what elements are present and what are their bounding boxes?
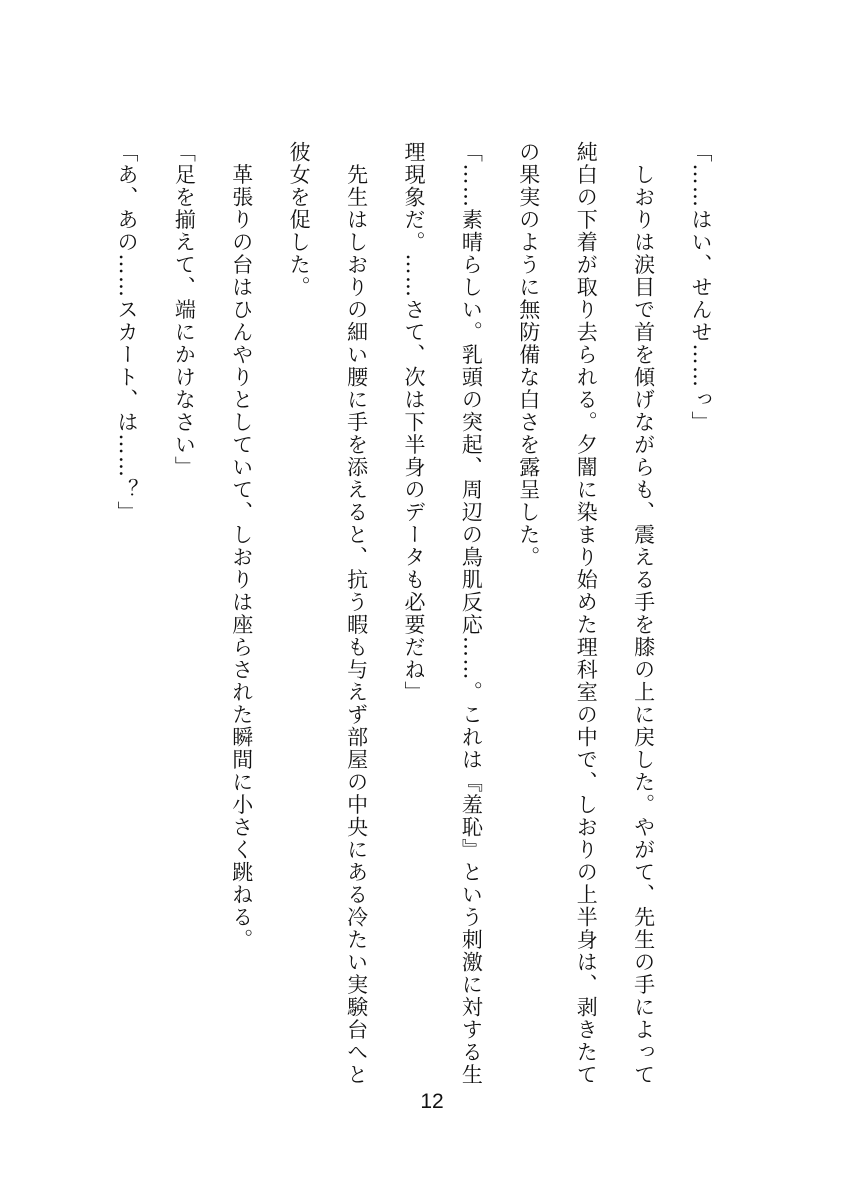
text-line: 「……はい、せんせ……っ」 <box>689 141 713 434</box>
page-number: 12 <box>420 1090 444 1113</box>
text-line: 純白の下着が取り去られる。夕闇に染まり始めた理科室の中で、しおりの上半身は、剥きたて <box>574 141 599 1086</box>
text-line: の果実のように無防備な白さを露呈した。 <box>516 141 541 569</box>
text-line: 革張りの台はひんやりとしていて、しおりは座らされた瞬間に小さく跳ねる。 <box>229 141 254 951</box>
text-line: 「あ、あの……スカート、は……？」 <box>114 141 139 524</box>
text-line: 彼女を促した。 <box>287 141 312 299</box>
vertical-text-body <box>98 141 729 1086</box>
text-line: 「……素晴らしい。乳頭の突起、周辺の鳥肌反応……。これは『羞恥』という刺激に対する生 <box>459 141 484 1086</box>
text-line: 「足を揃えて、端にかけなさい」 <box>172 141 197 479</box>
text-line: しおりは涙目で首を傾げながらも、震える手を膝の上に戻した。やがて、先生の手によって <box>631 141 656 1086</box>
text-line: 先生はしおりの細い腰に手を添えると、抗う暇も与えず部屋の中央にある冷たい実験台へと <box>344 141 369 1086</box>
text-line: 理現象だ。……さて、次は下半身のデータも必要だね」 <box>401 141 426 704</box>
